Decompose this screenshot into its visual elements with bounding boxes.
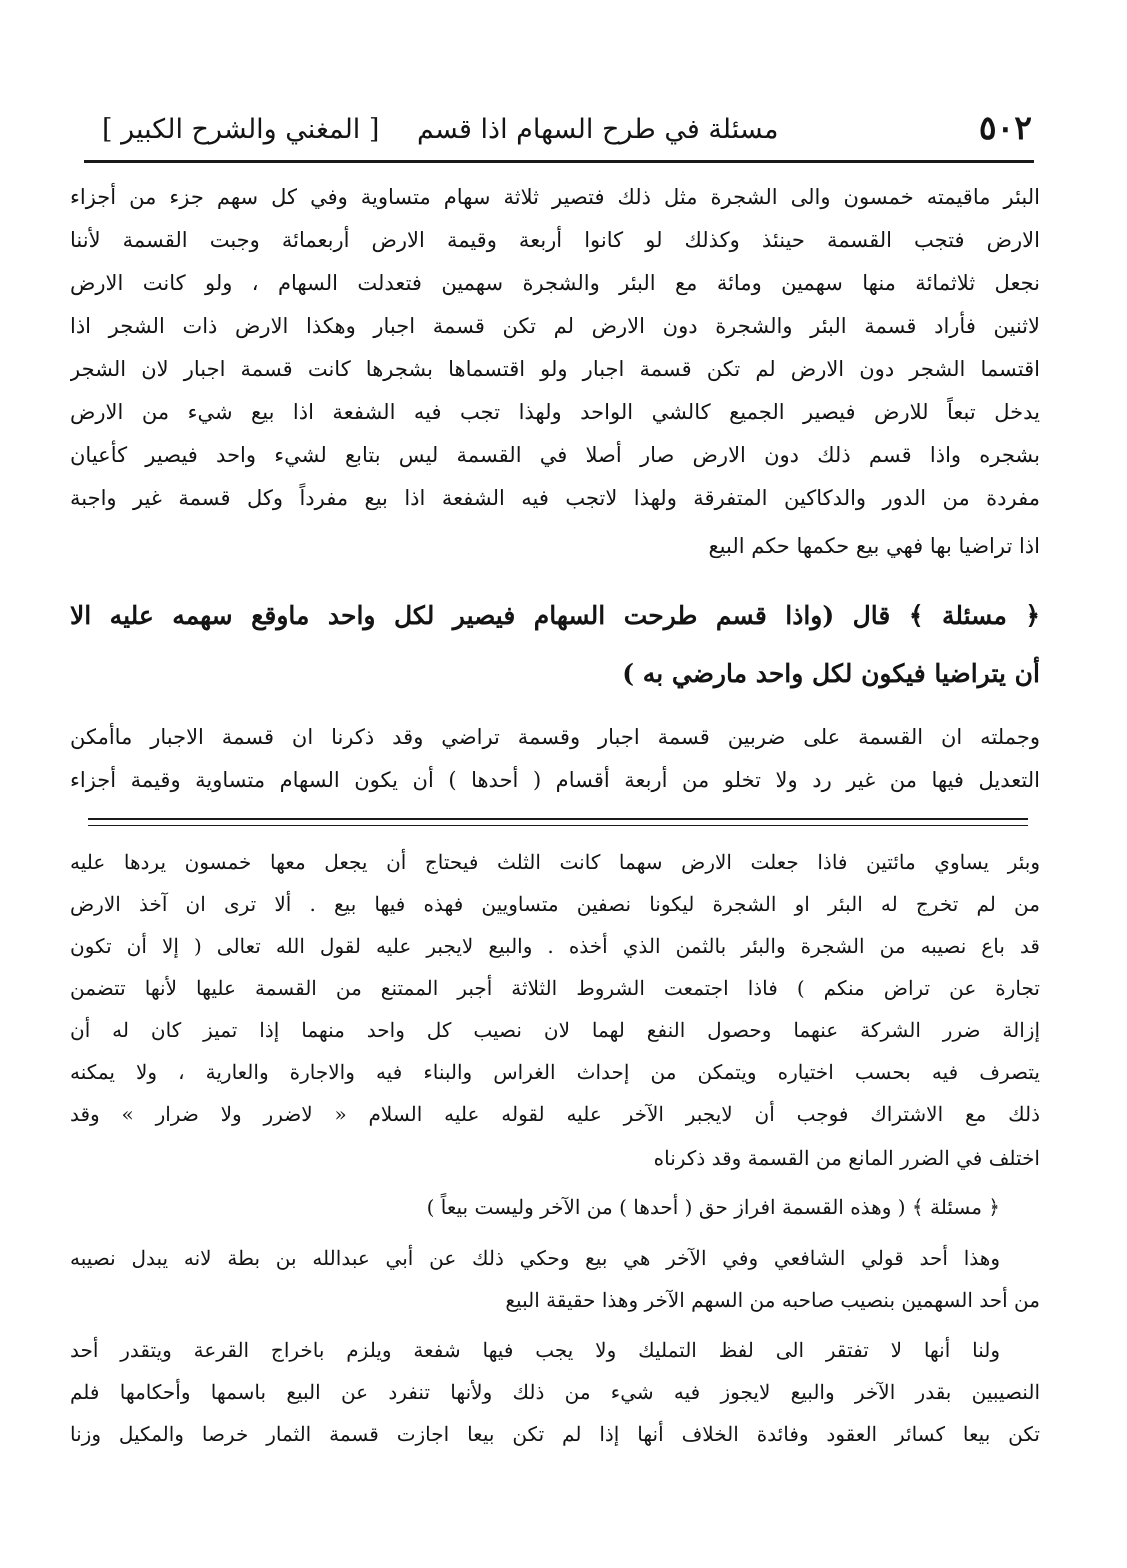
text-line: البئر ماقيمته خمسون والى الشجرة مثل ذلك فتصير ثلاثة سهام متساوية وفي كل سهم جزء من أجزاء — [70, 185, 1040, 209]
running-subject: مسئلة في طرح السهام اذا قسم — [417, 114, 779, 145]
text-line: نجعل ثلاثمائة منها سهمين ومائة مع البئر والشجرة سهمين فتعدلت السهام ، ولو كانت الارض — [70, 271, 1040, 295]
page-number: ٥٠٢ — [978, 108, 1032, 147]
text-line: يدخل تبعاً للارض فيصير الجميع كالشي الواحد ولهذا تجب فيه الشفعة اذا بيع شيء من الارض — [70, 400, 1040, 424]
text-line: اختلف في الضرر المانع من القسمة وقد ذكرناه — [653, 1146, 1040, 1170]
text-line: من أحد السهمين بنصيب صاحبه من السهم الآخر وهذا حقيقة البيع — [505, 1288, 1040, 1312]
text-line: وهذا أحد قولي الشافعي وفي الآخر هي بيع وحكي ذلك عن أبي عبدالله بن بطة لانه يبدل نصيبه — [70, 1246, 1000, 1270]
section-rule — [88, 818, 1028, 826]
page-header — [82, 108, 1032, 160]
text-line: التعديل فيها من غير رد ولا تخلو من أربعة أقسام ( أحدها ) أن يكون السهام متساوية وقيمة أجزاء — [70, 768, 1040, 792]
text-line: من لم تخرج له البئر او الشجرة ليكونا نصفين متساويين فهذه فيها بيع . ألا ترى ان آخذ الارض — [70, 892, 1040, 916]
masalah-line: أن يتراضيا فيكون لكل واحد مارضي به ) — [622, 659, 1040, 688]
text-line: وجملته ان القسمة على ضربين قسمة اجبار وقسمة تراضي وقد ذكرنا ان قسمة الاجبار ماأمكن — [70, 725, 1040, 749]
text-line: إزالة ضرر الشركة عنهما وحصول النفع لهما لان نصيب كل واحد منهما إذا تميز كان له أن — [70, 1018, 1040, 1042]
text-line: الارض فتجب القسمة حينئذ وكذلك لو كانوا أربعة وقيمة الارض أربعمائة وجبت القسمة لأننا — [70, 228, 1040, 252]
text-line: ذلك مع الاشتراك فوجب أن لايجبر الآخر عليه لقوله عليه السلام « لاضرر ولا ضرار » وقد — [70, 1102, 1040, 1126]
book-title: [ المغني والشرح الكبير ] — [102, 114, 380, 145]
text-line: اقتسما الشجر دون الارض لم تكن قسمة اجبار ولو اقتسماها بشجرها كانت قسمة اجبار لان الشجر — [70, 357, 1040, 381]
text-line: تكن بيعا كسائر العقود وفائدة الخلاف أنها إذا لم تكن بيعا اجازت قسمة الثمار خرصا والمكيل وزنا — [70, 1422, 1040, 1446]
text-line: ولنا أنها لا تفتقر الى لفظ التمليك ولا يجب فيها شفعة ويلزم باخراج القرعة ويتقدر أحد — [70, 1338, 1000, 1362]
text-line: بشجره واذا قسم ذلك دون الارض صار أصلا في القسمة ليس بتابع لشيء واحد فيصير كأعيان — [70, 443, 1040, 467]
text-line: وبئر يساوي مائتين فاذا جعلت الارض سهما كانت الثلث فيحتاج أن يجعل معها خمسون يردها عليه — [70, 850, 1040, 874]
text-line: يتصرف فيه بحسب اختياره ويتمكن من إحداث الغراس والبناء فيه والاجارة والعارية ، ولا يمكنه — [70, 1060, 1040, 1084]
text-line: قد باع نصيبه من الشجرة والبئر بالثمن الذي أخذه . والبيع لايجبر عليه لقول الله تعالى ( إلا أن تكون — [70, 934, 1040, 958]
text-line: مفردة من الدور والدكاكين المتفرقة ولهذا لاتجب فيه الشفعة اذا بيع مفرداً وكل قسمة غير واجبة — [70, 486, 1040, 510]
masalah-line: ﴿ مسئلة ﴾ قال (واذا قسم طرحت السهام فيصير لكل واحد ماوقع سهمه عليه الا — [70, 601, 1040, 630]
text-line: لاثنين فأراد قسمة البئر والشجرة دون الارض لم تكن قسمة اجبار وهكذا الارض ذات الشجر اذا — [70, 314, 1040, 338]
masalah-line: ﴿ مسئلة ﴾ ( وهذه القسمة افراز حق ( أحدها ) من الآخر وليست بيعاً ) — [426, 1195, 1000, 1219]
text-line: تجارة عن تراض منكم ) فاذا اجتمعت الشروط الثلاثة أجبر الممتنع من القسمة عليها لأنها تتضمن — [70, 976, 1040, 1000]
header-rule — [84, 160, 1034, 163]
text-line: اذا تراضيا بها فهي بيع حكمها حكم البيع — [708, 534, 1040, 558]
text-line: النصيبين بقدر الآخر والبيع لايجوز فيه شيء من ذلك ولأنها تنفرد عن البيع باسمها وأحكامها فلم — [70, 1380, 1040, 1404]
